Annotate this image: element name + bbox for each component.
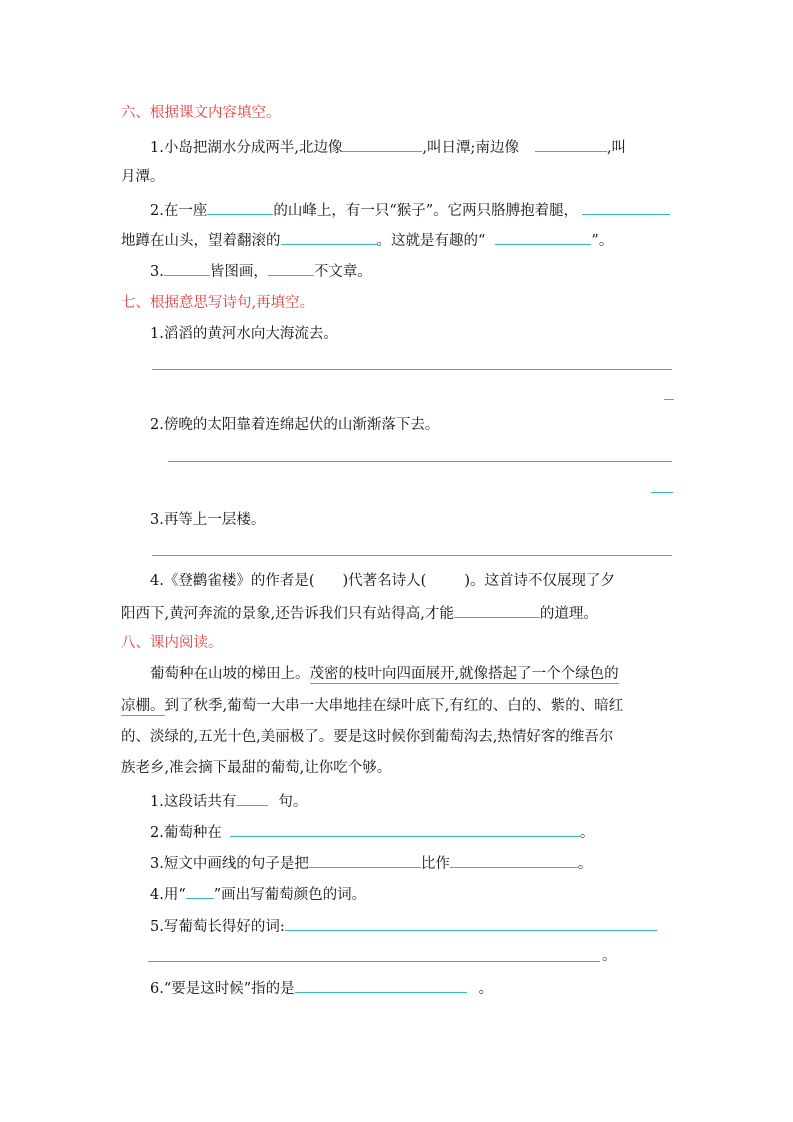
sec8-q4: 4.用“ ”画出写葡萄颜色的词。 bbox=[150, 883, 366, 905]
answer-line-q2-tail[interactable] bbox=[651, 492, 673, 493]
blank-growth-words[interactable] bbox=[285, 915, 657, 931]
blank-meaning[interactable] bbox=[295, 977, 467, 993]
reading-line-1: 葡萄种在山坡的梯田上。茂密的枝叶向四面展开,就像搭起了一个个绿色的 bbox=[150, 666, 619, 682]
blank-north[interactable] bbox=[342, 136, 422, 152]
blank-poem-1[interactable] bbox=[164, 260, 210, 276]
blank-name[interactable] bbox=[495, 229, 591, 245]
section-8-heading: 八、课内阅读。 bbox=[121, 635, 223, 651]
blank-compare-b[interactable] bbox=[450, 852, 578, 868]
answer-line-q1-tail[interactable] bbox=[664, 399, 674, 400]
blank-south[interactable] bbox=[535, 136, 607, 152]
answer-line-q3[interactable] bbox=[152, 555, 672, 556]
sec6-q2-line2: 地蹲在山头，望着翻滚的 。这就是有趣的“ ”。 bbox=[121, 229, 613, 251]
underline-sample bbox=[186, 883, 214, 899]
answer-line-q2[interactable] bbox=[168, 461, 672, 462]
underlined-sentence: 茂密的枝叶向四面展开,就像搭起了一个个绿色的 bbox=[309, 666, 619, 682]
blank-growth-words-line2[interactable] bbox=[148, 961, 600, 962]
sec8-q2: 2.葡萄种在 。 bbox=[150, 821, 594, 843]
sec7-q3: 3.再等上一层楼。 bbox=[150, 512, 266, 528]
sec8-q5-end: 。 bbox=[602, 948, 617, 964]
sec6-q2-line1: 2.在一座 的山峰上，有一只“猴子”。它两只胳膊抱着腿， bbox=[150, 199, 670, 221]
blank-compare-a[interactable] bbox=[309, 852, 421, 868]
sec7-q4-line1: 4.《登鹳雀楼》的作者是( )代著名诗人( )。这首诗不仅展现了夕 bbox=[150, 573, 615, 589]
sec7-q2: 2.傍晚的太阳靠着连绵起伏的山渐渐落下去。 bbox=[150, 417, 440, 433]
blank-sea[interactable] bbox=[281, 229, 377, 245]
section-6-heading: 六、根据课文内容填空。 bbox=[121, 105, 281, 121]
blank-reason[interactable] bbox=[454, 602, 540, 618]
sec8-q1: 1.这段话共有 句。 bbox=[150, 790, 307, 812]
sec8-q3: 3.短文中画线的句子是把 比作 。 bbox=[150, 852, 592, 874]
sec6-q1-line1: 1.小岛把湖水分成两半,北边像 ,叫日潭;南边像 ,叫 bbox=[150, 136, 626, 158]
blank-poem-2[interactable] bbox=[268, 260, 314, 276]
reading-line-4: 族老乡,准会摘下最甜的葡萄,让你吃个够。 bbox=[121, 760, 392, 776]
sec8-q5: 5.写葡萄长得好的词: bbox=[150, 915, 657, 937]
sec6-q1-line2: 月潭。 bbox=[121, 169, 165, 185]
sec6-q3: 3. 皆图画， 不文章。 bbox=[150, 260, 372, 282]
sec8-q6: 6.“要是这时候”指的是 。 bbox=[150, 977, 493, 999]
underlined-sentence-end: 凉棚。 bbox=[121, 698, 165, 714]
reading-line-3: 的、淡绿的,五光十色,美丽极了。要是这时候你到葡萄沟去,热情好客的维吾尔 bbox=[121, 729, 614, 745]
sec7-q1: 1.滔滔的黄河水向大海流去。 bbox=[150, 326, 338, 342]
reading-line-2: 凉棚。到了秋季,葡萄一大串一大串地挂在绿叶底下,有红的、白的、紫的、暗红 bbox=[121, 698, 624, 714]
blank-posture[interactable] bbox=[582, 199, 670, 215]
sec7-q4-line2: 阳西下,黄河奔流的景象,还告诉我们只有站得高,才能 的道理。 bbox=[121, 602, 598, 624]
blank-sentence-count[interactable] bbox=[236, 790, 268, 806]
section-7-heading: 七、根据意思写诗句,再填空。 bbox=[121, 295, 315, 311]
blank-location[interactable] bbox=[230, 821, 580, 837]
answer-line-q1[interactable] bbox=[152, 369, 672, 370]
blank-mountain[interactable] bbox=[207, 199, 273, 215]
